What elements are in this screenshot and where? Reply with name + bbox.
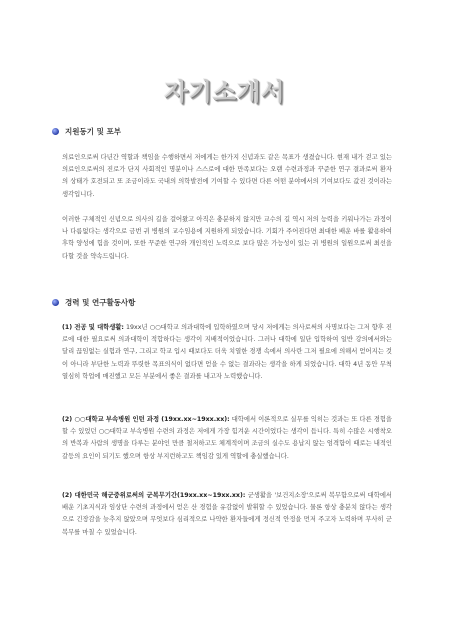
- section-heading-motivation: [52, 126, 121, 137]
- section-heading-text: 경력 및 연구활동사항: [65, 298, 136, 307]
- section-heading-text: 지원동기 및 포부: [65, 127, 121, 136]
- paragraph-text: 19xx년 ○○대학교 의과대학에 입학하였으며 당시 저에게는 의사로써의 사명보다는 그저 향후 진로에 대한 필요로써 의과대학이 적합하다는 생각이 지배적이었습니다. 그러나 대학에 일단 입학하여 일반 강의에서와는 달리 끊임없는 실험과 연구, 그리고 학교 입시 때보다도 더욱 치열한 경쟁 속에서 의사란 그저 필요에 의해서 얻어지는 것이 아니라 부단한 노력과 뚜렷한 목표의식이 없다면 얻을 수 없는 결과라는 생각을 하게 되었습니다. 대학 4년 동안 무척 열심히 학업에 매진했고 모든 부분에서 좋은 결과를 내고자 노력했습니다.: [62, 324, 393, 380]
- bullet-icon: [52, 299, 59, 306]
- paragraph-lead: (2) ○○대학교 부속병원 인턴 과정 (19xx.xx~19xx.xx):: [62, 416, 230, 423]
- paragraph-career-1: [62, 322, 392, 383]
- paragraph-motivation-2: 이러한 구체적인 신념으로 의사의 길을 걸어왔고 아직은 충분하지 않지만 교수의 길 역시 저의 능력을 키워나가는 과정이나 다름없다는 생각으로 금번 귀 병원의 교수임용에 지원하게 되었습니다. 기회가 주어진다면 최대한 배운 바를 활용하여 후학 양성에 힘을 것이며, 또한 꾸준한 연구와 개인적인 노력으로 보다 많은 가능성이 있는 귀 병원의 일원으로써 최선을 다할 것을 약속드립니다.: [62, 216, 392, 260]
- paragraph-career-3: [62, 490, 392, 539]
- paragraph-motivation-1: 의료인으로써 다년간 역할과 책임을 수행하면서 저에게는 한가지 신념과도 같은 목표가 생겼습니다. 현재 내가 걷고 있는 의료인으로써의 진로가 단지 사회적인 명분이나 스스로에 대한 만족보다는 오랜 수련과정과 꾸준한 연구 결과로써 환자의 상태가 호전되고 또 조금이라도 국내의 의학발전에 기여할 수 있다면 다른 어떤 분야에서의 기여보다도 값진 것이라는 생각입니다.: [62, 154, 392, 198]
- bullet-icon: [52, 128, 59, 135]
- document-title: 자기소개서: [164, 78, 286, 106]
- paragraph-text: 군생활을 '보건지소장'으로써 복무함으로써 대학에서 배운 기초지식과 임상단 수련의 과정에서 얻은 산 경험을 유감없이 발휘할 수 있었습니다. 물론 항상 충분치 않다는 생각으로 긴장감을 늦추지 않았으며 무엇보다 심리적으로 나약한 환자들에게 정신적 안정을 먼저 주고자 노력하며 무사히 군복무를 마칠 수 있었습니다.: [62, 492, 392, 536]
- section-heading-career: [52, 297, 135, 308]
- paragraph-text: 대학에서 이론적으로 실무를 익히는 것과는 또 다른 경험을 할 수 있었던 ○○대학교 부속병원 수련의 과정은 저에게 가장 힘겨운 시간이었다는 생각이 듭니다. 특히 수많은 시행착오의 반복과 사람의 생명을 다루는 분야인 만큼 철저하고도 체계적이며 조금의 실수도 용납지 않는 엄격함이 때로는 내적인 갈등의 요인이 되기도 했으며 항상 부지런하고도 책임감 있게 역할에 충실했습니다.: [62, 416, 392, 460]
- paragraph-career-2: [62, 414, 392, 463]
- paragraph-lead: (1) 전공 및 대학생활:: [62, 324, 124, 331]
- paragraph-lead: (2) 대한민국 해군중위로써의 군복무기간(19xx.xx~19xx.xx):: [62, 492, 246, 499]
